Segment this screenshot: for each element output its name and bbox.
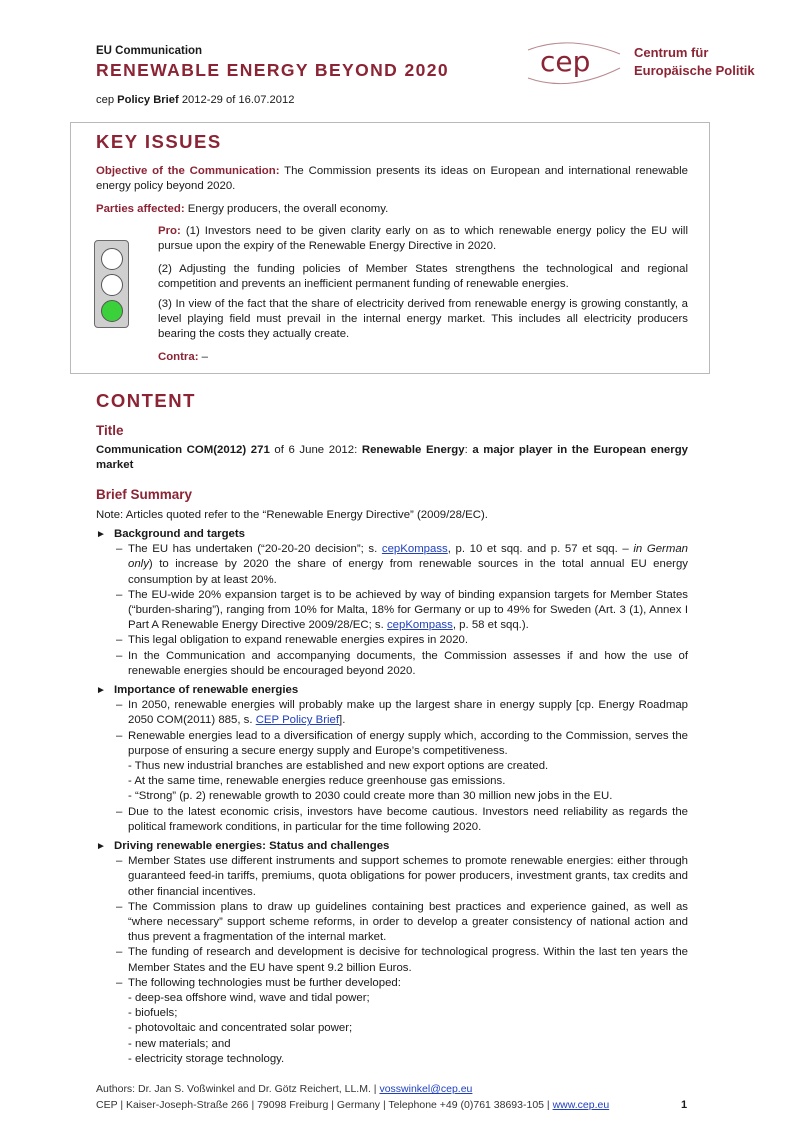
sub-item: - At the same time, renewable energies reduce greenhouse gas emissions. [128,775,506,788]
title-subheading: Title [96,423,124,438]
list-item: – Member States use different instruments and support schemes to promote renewable energies: either through guaranteed feed-in tariffs, premiums, quota obligations for power producers, investment grants, tax credits and other financial incentives. [116,855,688,898]
cep-policy-brief-link[interactable]: CEP Policy Brief [255,714,340,727]
section-heading: ► Importance of renewable energies [96,683,688,698]
list-item: – Renewable energies lead to a diversification of energy supply which, according to the Commission, serves the purpose of ensuring a secure energy supply and Europe’s competitiveness. [116,729,688,757]
cep-logo [520,38,770,88]
list-item: – The following technologies must be further developed: [116,976,401,989]
triangle-bullet-icon: ► [96,841,106,852]
website-link[interactable]: www.cep.eu [552,1099,610,1111]
section-background-targets [96,527,688,679]
sub-item: - new materials; and [128,1037,231,1050]
list-item: – The EU has undertaken (“20-20-20 decision”; s. cepKompass, p. 10 et sqq. and p. 57 et sqq. – in German only) to increase by 2020 the share of energy from renewable sources in the total annual EU energy consumption by at least 20%. [116,543,688,586]
section-importance [96,683,688,835]
sub-item: - biofuels; [128,1007,178,1020]
list-item: – The EU-wide 20% expansion target is to be achieved by way of binding expansion targets for Member States (“burden-sharing”), ranging from 10% for Malta, 18% for Germany or up to 49% for Sweden (Art. 3 (1), Annex I Part A Renewable Energy Directive 2009/28/EC; s. cepKompass, p. 58 et sqq.). [116,588,688,632]
list-item: – The funding of research and development is decisive for technological progress. Within the last ten years the Member States and the EU have spent 9.2 billion Euros. [116,946,688,974]
sub-item: - Thus new industrial branches are established and new export options are created. [128,760,549,772]
cep-logo-mark [520,38,630,88]
cepkompass-link[interactable]: cepKompass [386,619,453,632]
list-item: – This legal obligation to expand renewable energies expires in 2020. [116,634,469,647]
author-email-link[interactable]: vosswinkel@cep.eu [379,1083,473,1095]
traffic-light-icon [94,240,129,328]
sub-item: - “Strong” (p. 2) renewable growth to 2030 could create more than 30 million new jobs in the EU. [128,790,613,803]
footer-authors: Authors: Dr. Jan S. Voßwinkel and Dr. Götz Reichert, LL.M. | vosswinkel@cep.eu [96,1083,473,1095]
sub-item: - photovoltaic and concentrated solar power; [128,1022,353,1035]
cepkompass-link[interactable]: cepKompass [381,543,448,556]
list-item: – Due to the latest economic crisis, investors have become cautious. Investors need reliability as regards the political framework conditions, in particular for the time following 2020. [116,805,688,833]
triangle-bullet-icon: ► [96,529,106,540]
key-issues-heading: KEY ISSUES [96,131,222,152]
list-item: – In the Communication and accompanying documents, the Commission assesses if and how the use of renewable energies should be encouraged beyond 2020. [116,649,688,677]
traffic-light-green-lamp [101,300,123,322]
section-heading: ► Background and targets [96,527,688,542]
document-title: RENEWABLE ENERGY BEYOND 2020 [96,60,449,80]
pro-point-1: Pro: (1) Investors need to be given clarity early on as to which renewable energy policy the EU will pursue upon the expiry of the Renewable Energy Directive in 2020. [158,225,688,253]
list-item: – In 2050, renewable energies will probably make up the largest share in energy supply [cp. Energy Roadmap 2050 COM(2011) 885, s. CEP Policy Brief]. [116,699,688,727]
footer-address: CEP | Kaiser-Joseph-Straße 266 | 79098 Freiburg | Germany | Telephone +49 (0)761 38693-105 | www.cep.eu [96,1099,610,1111]
document-type: EU Communication [96,45,203,57]
parties-affected-paragraph: Parties affected: Energy producers, the overall economy. [96,203,389,215]
triangle-bullet-icon: ► [96,685,106,696]
traffic-light-yellow-lamp [101,274,123,296]
section-driving-renewables [96,839,688,1067]
objective-paragraph: Objective of the Communication: The Commission presents its ideas on European and international renewable energy policy beyond 2020. [96,165,688,193]
logo-organisation-name: Centrum für Europäische Politik [634,45,755,78]
content-heading: CONTENT [96,390,196,411]
communication-title: Communication COM(2012) 271 of 6 June 2012: Renewable Energy: a major player in the European energy market [96,444,688,472]
section-heading: ► Driving renewable energies: Status and challenges [96,839,688,854]
note-line: Note: Articles quoted refer to the “Renewable Energy Directive” (2009/28/EC). [96,509,488,521]
policy-brief-line: cep Policy Brief 2012-29 of 16.07.2012 [96,94,295,106]
sub-item: - deep-sea offshore wind, wave and tidal power; [128,992,370,1005]
logo-word: cep [540,45,591,78]
list-item: – The Commission plans to draw up guidelines containing best practices and experience gained, as well as “where necessary” support scheme reforms, in order to develop a greater consistency of national action and thus prevent a fragmentation of the internal market. [116,900,688,944]
pro-point-3: (3) In view of the fact that the share of electricity derived from renewable energy is growing constantly, a level playing field must prevail in the internal energy market. This includes all electricity producers bearing the costs they actually create. [158,298,688,341]
sub-item: - electricity storage technology. [128,1052,285,1065]
brief-summary-subheading: Brief Summary [96,487,193,502]
contra-line: Contra: – [158,351,208,363]
traffic-light-red-lamp [101,248,123,270]
page-number: 1 [681,1099,688,1111]
pro-point-2: (2) Adjusting the funding policies of Member States strengthens the technological and regional competition and prevents an inefficient permanent funding of renewable energies. [158,263,688,291]
